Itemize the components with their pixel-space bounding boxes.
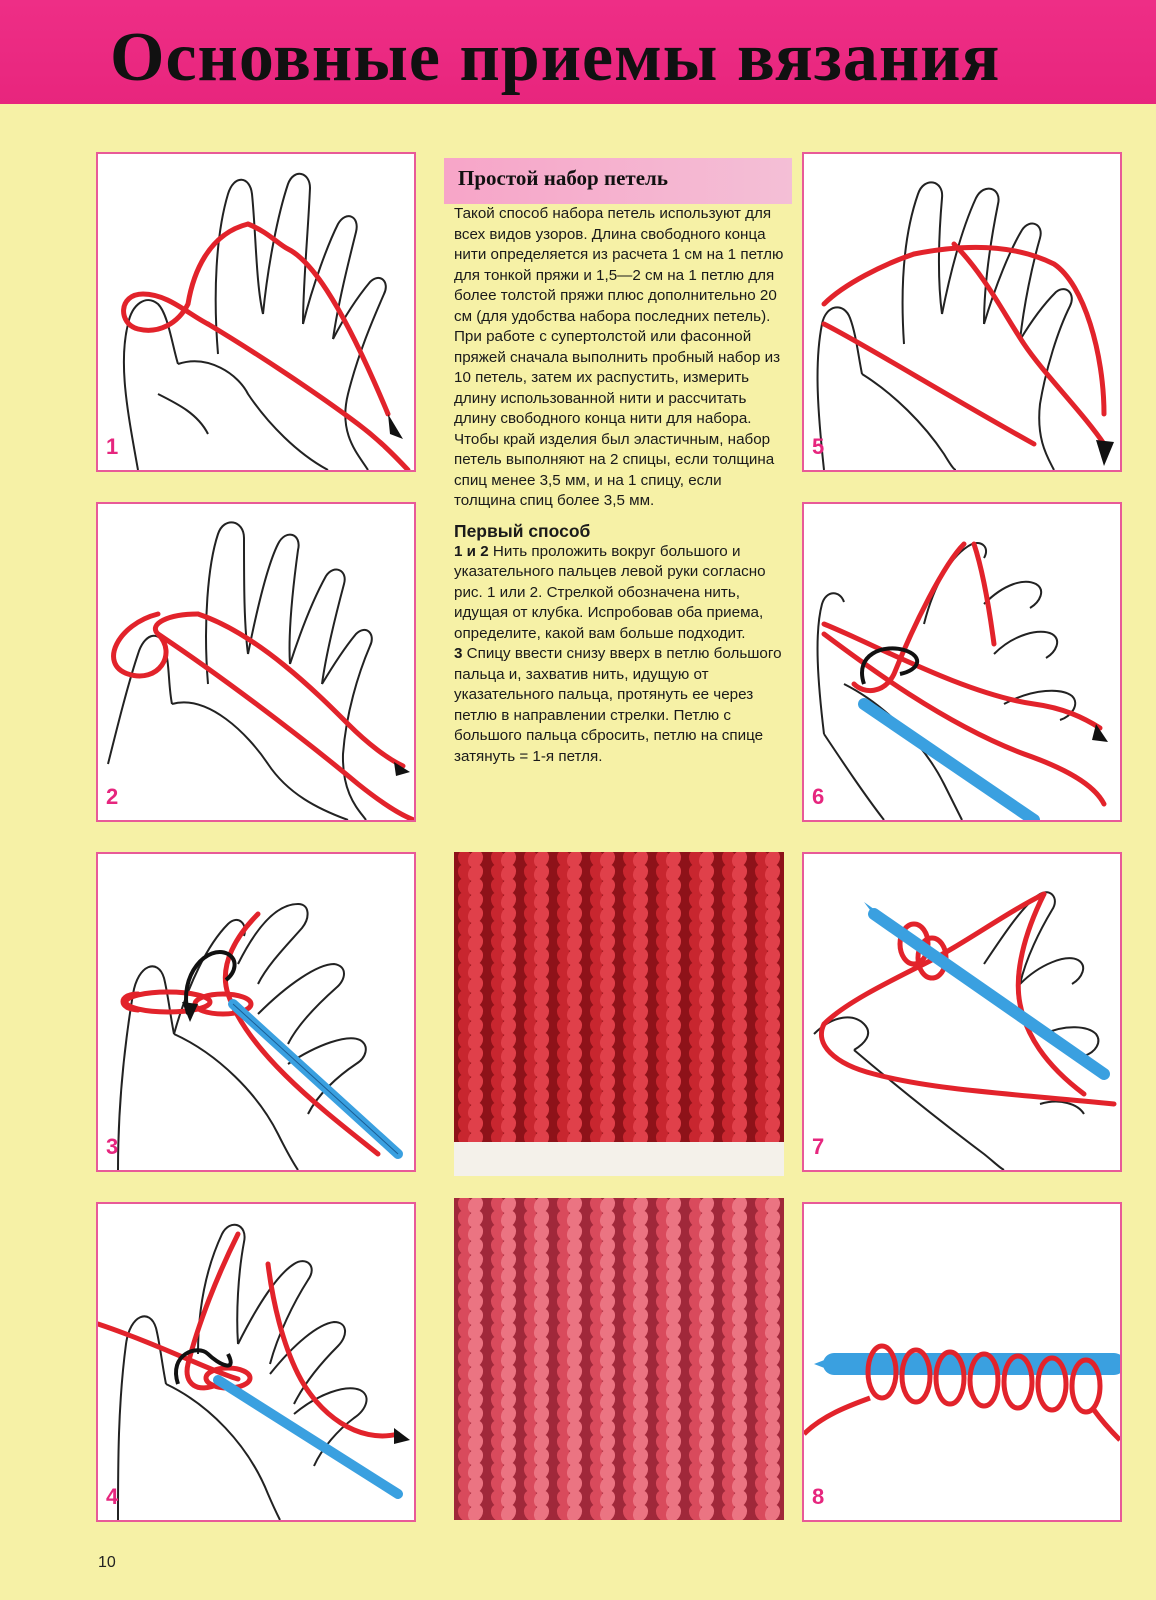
panel-number: 6 bbox=[812, 784, 825, 809]
panel-number: 8 bbox=[812, 1484, 825, 1509]
step-label: 1 и 2 bbox=[454, 542, 489, 560]
knit-bottom-edge bbox=[454, 1142, 784, 1176]
step-paragraph-1 bbox=[454, 542, 784, 645]
page-number: 10 bbox=[98, 1554, 116, 1571]
panel-number: 1 bbox=[106, 434, 119, 459]
step-label: 3 bbox=[454, 645, 463, 662]
page-title: Основные приемы вязания bbox=[110, 19, 1001, 96]
instructions-text bbox=[454, 204, 784, 767]
panel-number: 2 bbox=[106, 784, 119, 809]
illustration-panel-2 bbox=[96, 502, 416, 822]
hand-illustration-6 bbox=[804, 504, 1120, 820]
section-heading: Простой набор петель bbox=[458, 166, 668, 190]
hand-illustration-4 bbox=[98, 1204, 414, 1520]
hand-illustration-1 bbox=[98, 154, 414, 470]
panel-number: 5 bbox=[812, 434, 825, 459]
step-text: Спицу ввести снизу вверх в петлю большого пальца и, захватив нить, идущую от указательного пальца, протянуть ее через петлю в направлении стрелки. Петлю с большого пальца сбросить, петлю на спице затянуть = 1-я петля. bbox=[454, 645, 782, 765]
hand-illustration-5 bbox=[804, 154, 1120, 470]
illustration-panel-5 bbox=[802, 152, 1122, 472]
illustration-panel-6 bbox=[802, 502, 1122, 822]
step-text: Нить проложить вокруг большого и указательного пальцев левой руки согласно рис. 1 или 2. Стрелкой обозначена нить, идущая от клубка. Испробовав оба приема, определите, какой вам больше подходит. bbox=[454, 542, 766, 642]
illustration-panel-3 bbox=[96, 852, 416, 1172]
panel-number: 7 bbox=[812, 1134, 825, 1159]
hand-illustration-7 bbox=[804, 854, 1120, 1170]
illustration-panel-8 bbox=[802, 1202, 1122, 1522]
method-title: Первый способ bbox=[454, 520, 591, 541]
panel-number: 4 bbox=[106, 1484, 119, 1509]
needle-illustration-8 bbox=[804, 1204, 1120, 1520]
knit-sample-photo-1 bbox=[454, 852, 784, 1176]
knit-texture-1 bbox=[454, 852, 784, 1176]
intro-paragraph: Такой способ набора петель используют для всех видов узоров. Длина свободного конца нити определяется из расчета 1 см на 1 петлю для тонкой пряжи и 1,5—2 см на 1 петлю для более толстой пряжи плюс дополнительно 20 см (для удобства набора последних петель). При работе с супертолстой или фасонной пряжей сначала выполнить пробный набор из 10 петель, затем их распустить, измерить длину использованной нити и рассчитать длину свободного конца нити для набора. bbox=[454, 205, 784, 427]
illustration-panel-1 bbox=[96, 152, 416, 472]
illustration-panel-7 bbox=[802, 852, 1122, 1172]
hand-illustration-3 bbox=[98, 854, 414, 1170]
knit-texture-2 bbox=[454, 1198, 784, 1520]
note-paragraph: Чтобы край изделия был эластичным, набор петель выполняют на 2 спицы, если толщина спиц менее 3,5 мм, и на 1 спицу, если толщина спиц более 3,5 мм. bbox=[454, 430, 775, 509]
illustration-panel-4 bbox=[96, 1202, 416, 1522]
knit-sample-photo-2 bbox=[454, 1198, 784, 1520]
hand-illustration-2 bbox=[98, 504, 414, 820]
section-heading-bar bbox=[444, 158, 792, 204]
panel-number: 3 bbox=[106, 1134, 119, 1159]
step-paragraph-3 bbox=[454, 644, 784, 767]
